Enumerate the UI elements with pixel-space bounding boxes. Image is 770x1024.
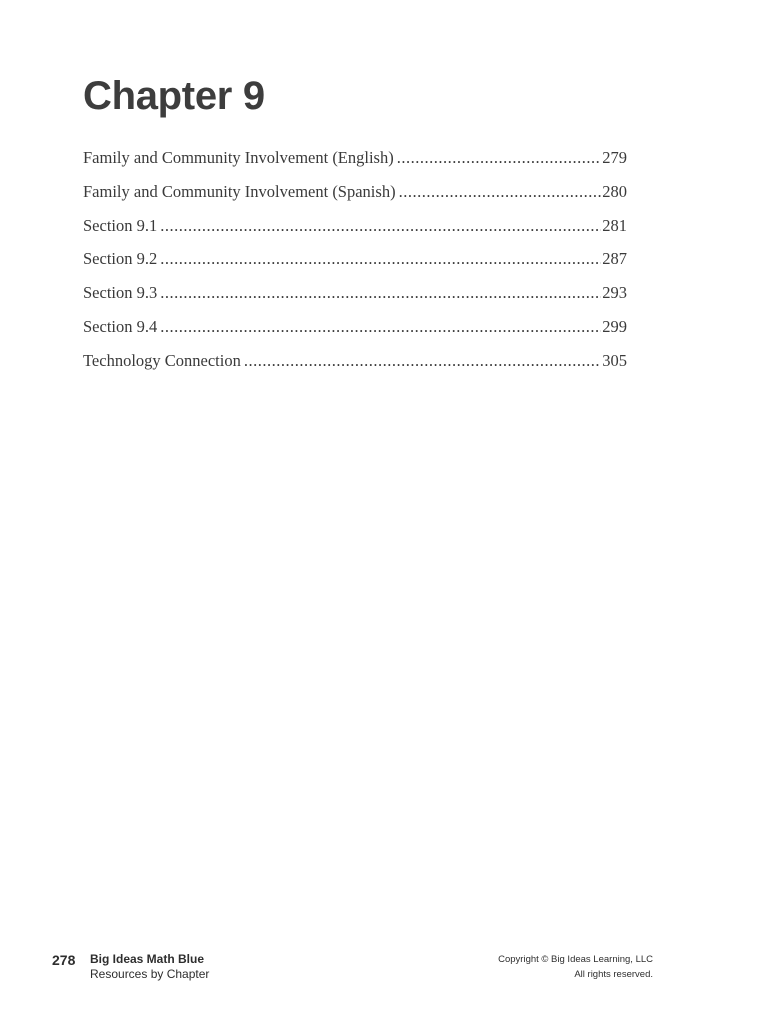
toc-entry-page: 280 (602, 181, 627, 201)
toc-entry-page: 293 (602, 283, 627, 303)
footer-book-subtitle: Resources by Chapter (90, 967, 210, 981)
toc-entry-page: 287 (602, 249, 627, 269)
toc-entry-label: Section 9.1 (83, 215, 158, 235)
dot-leader (399, 182, 602, 202)
toc-entry-label: Section 9.3 (83, 283, 158, 303)
dot-leader (160, 216, 601, 236)
toc-entry-label: Section 9.4 (83, 316, 158, 336)
table-of-contents (83, 148, 627, 385)
footer-copyright: Copyright © Big Ideas Learning, LLC (498, 954, 653, 965)
toc-entry-page: 305 (602, 350, 627, 370)
toc-entry-section-9-3[interactable] (83, 283, 627, 317)
toc-entry-label: Family and Community Involvement (English) (83, 148, 394, 167)
dot-leader (160, 317, 601, 337)
dot-leader (397, 148, 602, 168)
toc-entry-family-english[interactable] (83, 148, 627, 182)
toc-entry-page: 281 (602, 215, 627, 235)
toc-entry-section-9-1[interactable] (83, 216, 627, 250)
toc-entry-section-9-2[interactable] (83, 249, 627, 283)
toc-entry-family-spanish[interactable] (83, 182, 627, 216)
toc-entry-label: Family and Community Involvement (Spanish) (83, 181, 396, 201)
toc-entry-page: 279 (602, 148, 627, 167)
footer-rights: All rights reserved. (574, 969, 653, 980)
toc-entry-section-9-4[interactable] (83, 317, 627, 351)
toc-entry-label: Section 9.2 (83, 249, 158, 269)
dot-leader (244, 351, 601, 371)
toc-entry-technology-connection[interactable] (83, 351, 627, 385)
toc-entry-label: Technology Connection (83, 350, 241, 370)
footer-page-number: 278 (52, 952, 76, 968)
chapter-title: Chapter 9 (83, 74, 265, 118)
toc-entry-page: 299 (602, 316, 627, 336)
dot-leader (160, 249, 601, 269)
footer-book-title: Big Ideas Math Blue (90, 952, 205, 966)
dot-leader (160, 283, 601, 303)
